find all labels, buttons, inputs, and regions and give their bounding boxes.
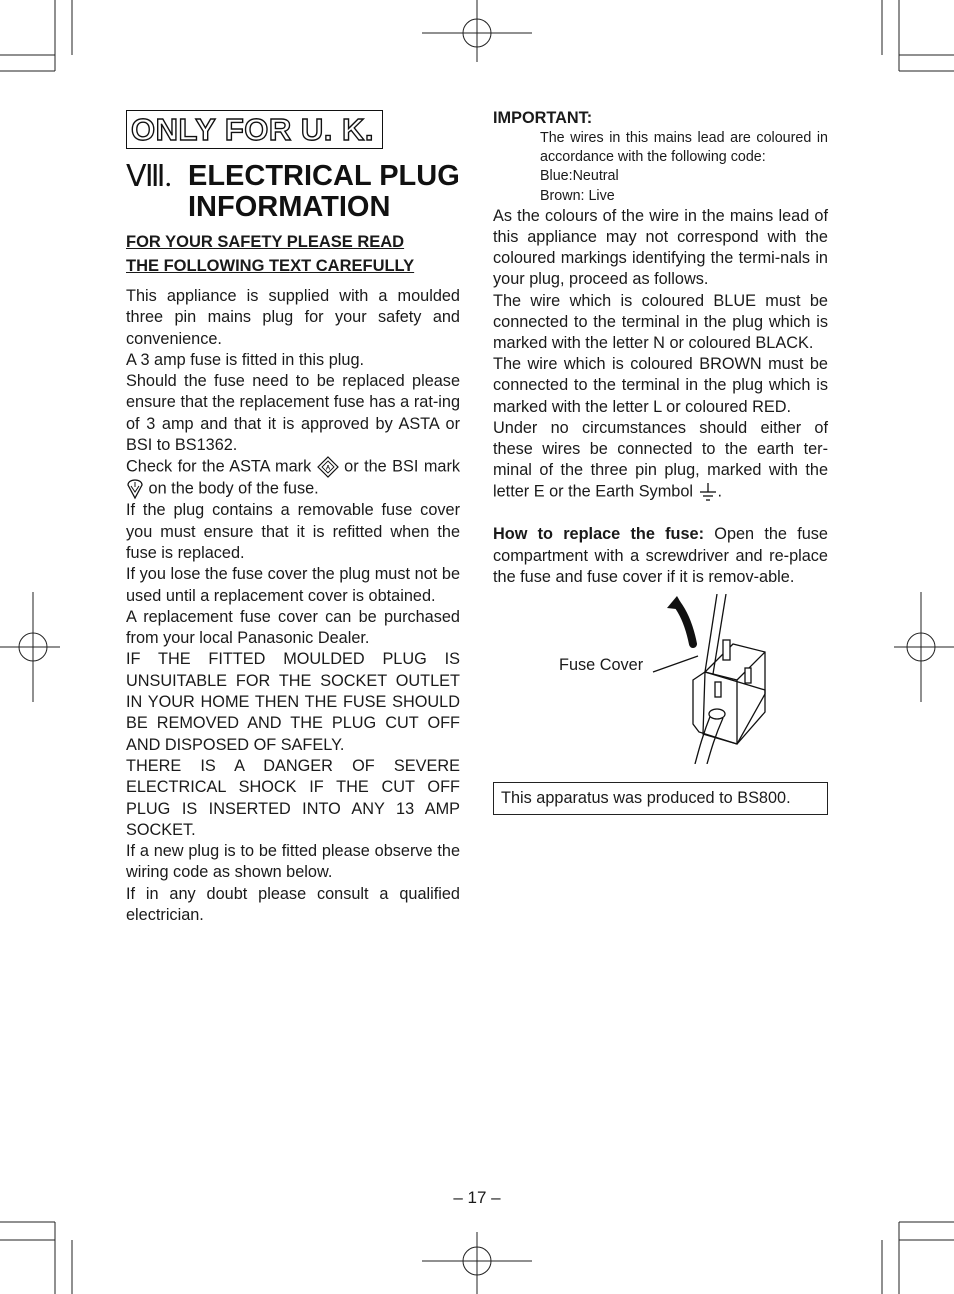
- text-fragment: on the body of the fuse.: [148, 479, 319, 498]
- important-heading: IMPORTANT:: [493, 109, 593, 127]
- paragraph: This appliance is supplied with a moulded three pin mains plug for your safety and convenience.: [126, 287, 460, 348]
- paragraph: Should the fuse need to be replaced please ensure that the replacement fuse has a rat-ing of 3 amp and that it is approved by ASTA or BSI to BS1362.: [126, 372, 460, 455]
- important-line: The wires in this mains lead are coloured in accordance with the following code:: [540, 130, 828, 166]
- page-number: – 17 –: [453, 1188, 501, 1207]
- plug-illustration: [493, 594, 828, 764]
- section-title-line1: ELECTRICAL PLUG: [188, 160, 460, 192]
- text-fragment: .: [717, 482, 723, 501]
- plug-figure: [493, 594, 828, 764]
- paragraph: If the plug contains a removable fuse cover you must ensure that it is refitted when the fuse is replaced.: [126, 501, 460, 562]
- safety-heading-line2: THE FOLLOWING TEXT CAREFULLY: [126, 256, 415, 275]
- paragraph: If a new plug is to be fitted please observe the wiring code as shown below.: [126, 842, 460, 882]
- left-column: [126, 110, 460, 926]
- text-fragment: Under no circumstances should either of these wires be connected to the earth ter-minal of the three pin plug, marked with the letter E or the Earth Symbol: [493, 418, 828, 501]
- paragraph-earth: [493, 418, 828, 504]
- important-note: [540, 129, 828, 206]
- paragraph: As the colours of the wire in the mains lead of this appliance may not correspond with the coloured markings identifying the termi-nals in your plug, proceed as follows.: [493, 206, 828, 289]
- paragraph-fuse-marks: [126, 456, 460, 500]
- safety-heading-line1: FOR YOUR SAFETY PLEASE READ: [126, 233, 405, 251]
- paragraph: If in any doubt please consult a qualified electrician.: [126, 884, 460, 925]
- text-fragment: Check for the ASTA mark: [126, 457, 312, 476]
- bs-note-box: This apparatus was produced to BS800.: [493, 782, 828, 815]
- left-body: [126, 286, 460, 926]
- section-number: Ⅷ.: [126, 160, 172, 193]
- section-title-line2: INFORMATION: [188, 191, 391, 223]
- paragraph: THERE IS A DANGER OF SEVERE ELECTRICAL SHOCK IF THE CUT OFF PLUG IS INSERTED INTO ANY 13 AMP SOCKET.: [126, 756, 460, 839]
- paragraph: If you lose the fuse cover the plug must not be used until a replacement cover is obtained.: [126, 565, 460, 605]
- paragraph: The wire which is coloured BLUE must be connected to the terminal in the plug which is marked with the letter N or coloured BLACK.: [493, 291, 828, 353]
- safety-heading: [126, 231, 460, 278]
- svg-text:A: A: [325, 465, 330, 472]
- text-fragment: or the BSI mark: [344, 457, 461, 476]
- asta-mark-icon: [317, 456, 339, 478]
- region-banner: ONLY FOR U. K.: [126, 110, 383, 149]
- right-body: [493, 206, 828, 588]
- important-line: Blue:Neutral: [540, 168, 619, 185]
- section-title: [126, 161, 460, 223]
- paragraph: IF THE FITTED MOULDED PLUG IS UNSUITABLE FOR THE SOCKET OUTLET IN YOUR HOME THEN THE FUSE SHOULD BE REMOVED AND THE PLUG CUT OFF AND DISPOSED OF SAFELY.: [126, 650, 460, 754]
- paragraph: A 3 amp fuse is fitted in this plug.: [126, 350, 365, 369]
- paragraph: A replacement fuse cover can be purchased from your local Panasonic Dealer.: [126, 607, 460, 648]
- important-line: Brown: Live: [540, 187, 615, 204]
- bsi-kitemark-icon: [126, 478, 144, 500]
- paragraph: The wire which is coloured BROWN must be connected to the terminal in the plug which is marked with the letter L or coloured RED.: [493, 355, 828, 416]
- fuse-cover-label: Fuse Cover: [559, 656, 644, 675]
- earth-symbol-icon: [698, 481, 718, 503]
- howto-text: Open the fuse compartment with a screwdriver and re-place the fuse and fuse cover if it is remov-able.: [493, 525, 828, 586]
- right-column: [493, 108, 828, 815]
- howto-paragraph: [493, 524, 828, 588]
- howto-heading: How to replace the fuse:: [493, 525, 705, 544]
